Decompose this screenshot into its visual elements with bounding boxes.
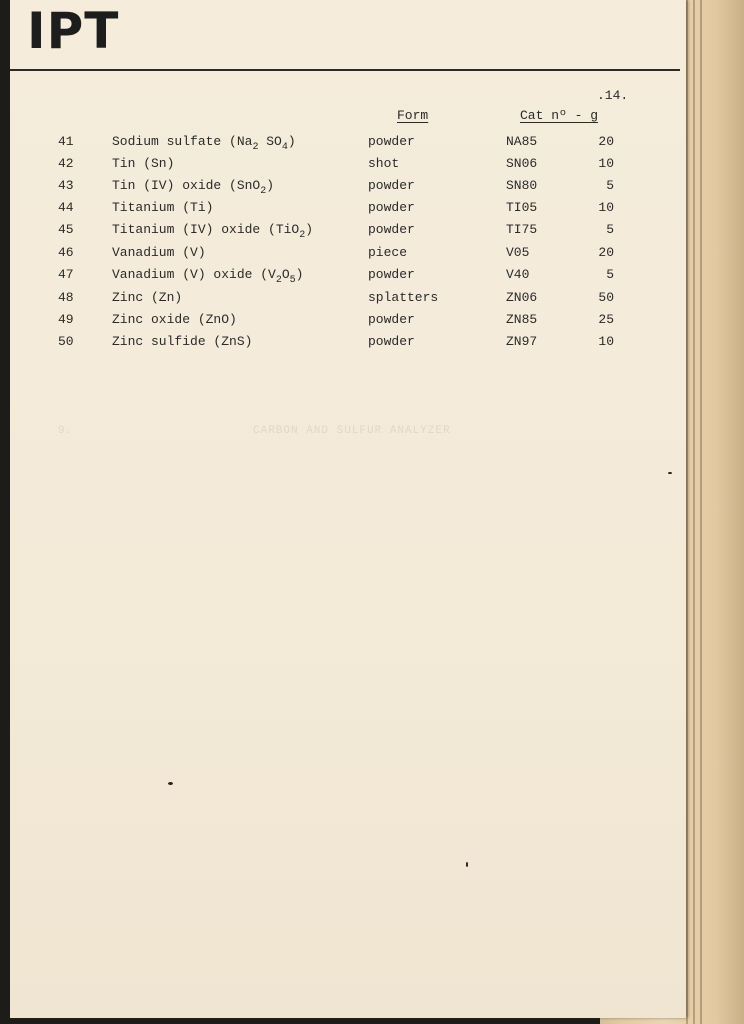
catalog-number: TI05 <box>506 200 538 215</box>
item-number: 45 <box>58 222 74 237</box>
table-row <box>10 134 686 156</box>
show-through-number: 9. <box>58 425 72 437</box>
document-page <box>10 0 686 1018</box>
table-row <box>10 156 686 178</box>
compound-name: Titanium (Ti) <box>112 200 214 215</box>
ink-speck <box>466 862 468 867</box>
form-value: powder <box>368 267 415 282</box>
form-value: powder <box>368 312 415 327</box>
table-row <box>10 222 686 244</box>
form-value: powder <box>368 178 415 193</box>
compound-name: Tin (IV) oxide (SnO$_2$) <box>112 178 275 197</box>
form-value: powder <box>368 134 415 149</box>
column-header-form: Form <box>397 108 429 123</box>
catalog-number: ZN06 <box>506 290 538 305</box>
catalog-number: ZN97 <box>506 334 538 349</box>
form-value: powder <box>368 334 415 349</box>
grams-value: 10 <box>598 156 614 171</box>
ink-speck <box>668 472 672 474</box>
item-number: 46 <box>58 245 74 260</box>
catalog-number: V40 <box>506 267 530 282</box>
form-value: powder <box>368 222 415 237</box>
item-number: 50 <box>58 334 74 349</box>
catalog-number: TI75 <box>506 222 538 237</box>
compound-name: Titanium (IV) oxide (TiO$_2$) <box>112 222 314 241</box>
grams-value: 5 <box>606 267 614 282</box>
form-value: powder <box>368 200 415 215</box>
grams-value: 25 <box>598 312 614 327</box>
table-row <box>10 200 686 222</box>
compound-name: Sodium sulfate ($Na_2$ $SO_4$) <box>112 134 296 153</box>
grams-value: 10 <box>598 334 614 349</box>
form-value: splatters <box>368 290 439 305</box>
grams-value: 20 <box>598 245 614 260</box>
item-number: 49 <box>58 312 74 327</box>
table-row <box>10 267 686 289</box>
column-header-cat: Cat nº - g <box>520 108 599 123</box>
grams-value: 5 <box>606 178 614 193</box>
catalog-number: SN80 <box>506 178 538 193</box>
compound-name: Zinc oxide (ZnO) <box>112 312 237 327</box>
compound-name: Vanadium (V) <box>112 245 206 260</box>
catalog-number: V05 <box>506 245 530 260</box>
table-row <box>10 290 686 312</box>
compound-name: Tin (Sn) <box>112 156 175 171</box>
ipt-logo: IPT <box>27 2 120 60</box>
item-number: 48 <box>58 290 74 305</box>
form-value: shot <box>368 156 400 171</box>
table-row <box>10 245 686 267</box>
show-through-text: CARBON AND SULFUR ANALYZER <box>253 425 451 437</box>
item-number: 44 <box>58 200 74 215</box>
header-rule <box>10 69 680 71</box>
ink-speck <box>168 782 173 785</box>
compound-name: Zinc sulfide (ZnS) <box>112 334 253 349</box>
catalog-number: NA85 <box>506 134 538 149</box>
grams-value: 50 <box>598 290 614 305</box>
table-row <box>10 312 686 334</box>
table-row <box>10 178 686 200</box>
catalog-number: ZN85 <box>506 312 538 327</box>
item-number: 42 <box>58 156 74 171</box>
grams-value: 10 <box>598 200 614 215</box>
grams-value: 20 <box>598 134 614 149</box>
catalog-number: SN06 <box>506 156 538 171</box>
item-number: 41 <box>58 134 74 149</box>
grams-value: 5 <box>606 222 614 237</box>
item-number: 47 <box>58 267 74 282</box>
item-number: 43 <box>58 178 74 193</box>
compound-name: Zinc (Zn) <box>112 290 183 305</box>
page-number: .14. <box>597 88 629 103</box>
compound-name: Vanadium (V) oxide $(V_2O_5)$ <box>112 267 304 286</box>
table-row <box>10 334 686 356</box>
form-value: piece <box>368 245 408 260</box>
